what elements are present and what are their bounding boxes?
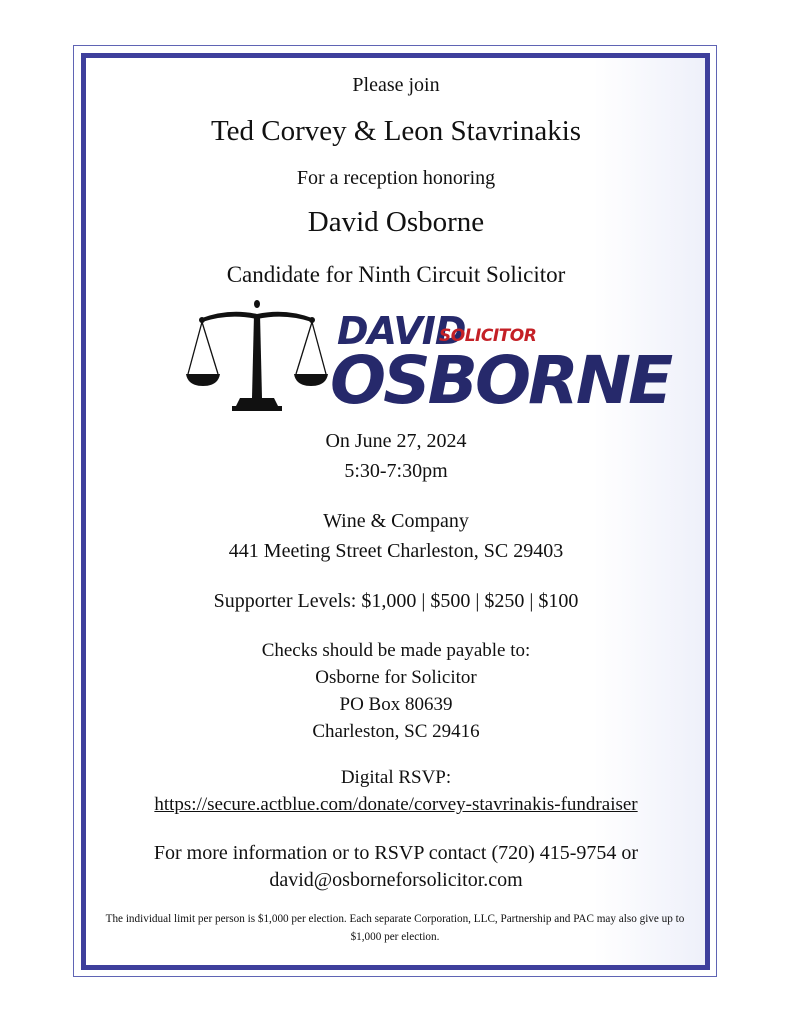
rsvp-label: Digital RSVP:: [340, 767, 452, 788]
checks-po-box: PO Box 80639: [339, 694, 453, 715]
intro-text: Please join: [352, 74, 440, 96]
contact-email[interactable]: david@osborneforsolicitor.com: [269, 869, 523, 891]
checks-city: Charleston, SC 29416: [312, 721, 480, 742]
event-venue: Wine & Company: [323, 510, 469, 532]
event-address: 441 Meeting Street Charleston, SC 29403: [228, 540, 564, 562]
logo-last-name: OSBORNE: [330, 342, 671, 419]
honoree-heading: David Osborne: [307, 206, 485, 238]
event-date: On June 27, 2024: [325, 430, 467, 452]
campaign-logo: [184, 298, 671, 419]
event-time: 5:30-7:30pm: [344, 460, 448, 482]
supporter-levels: Supporter Levels: $1,000 | $500 | $250 | $100: [213, 590, 579, 612]
candidacy-text: Candidate for Ninth Circuit Solicitor: [226, 262, 566, 287]
logo-office: SOLICITOR: [439, 326, 537, 346]
contribution-disclaimer: The individual limit per person is $1,000 per election. Each separate Corporation, LLC, Partnership and PAC may also give up to $1,000 per election.: [105, 913, 685, 943]
hosts-heading: Ted Corvey & Leon Stavrinakis: [210, 115, 582, 147]
checks-payee: Osborne for Solicitor: [315, 667, 477, 688]
rsvp-link[interactable]: https://secure.actblue.com/donate/corvey-stavrinakis-fundraiser: [154, 794, 638, 815]
checks-heading: Checks should be made payable to:: [261, 640, 531, 661]
occasion-text: For a reception honoring: [296, 167, 496, 189]
contact-line: For more information or to RSVP contact (720) 415-9754 or: [153, 842, 639, 864]
scales-of-justice-icon: [184, 298, 330, 416]
logo-first-name: DAVID: [337, 309, 466, 353]
